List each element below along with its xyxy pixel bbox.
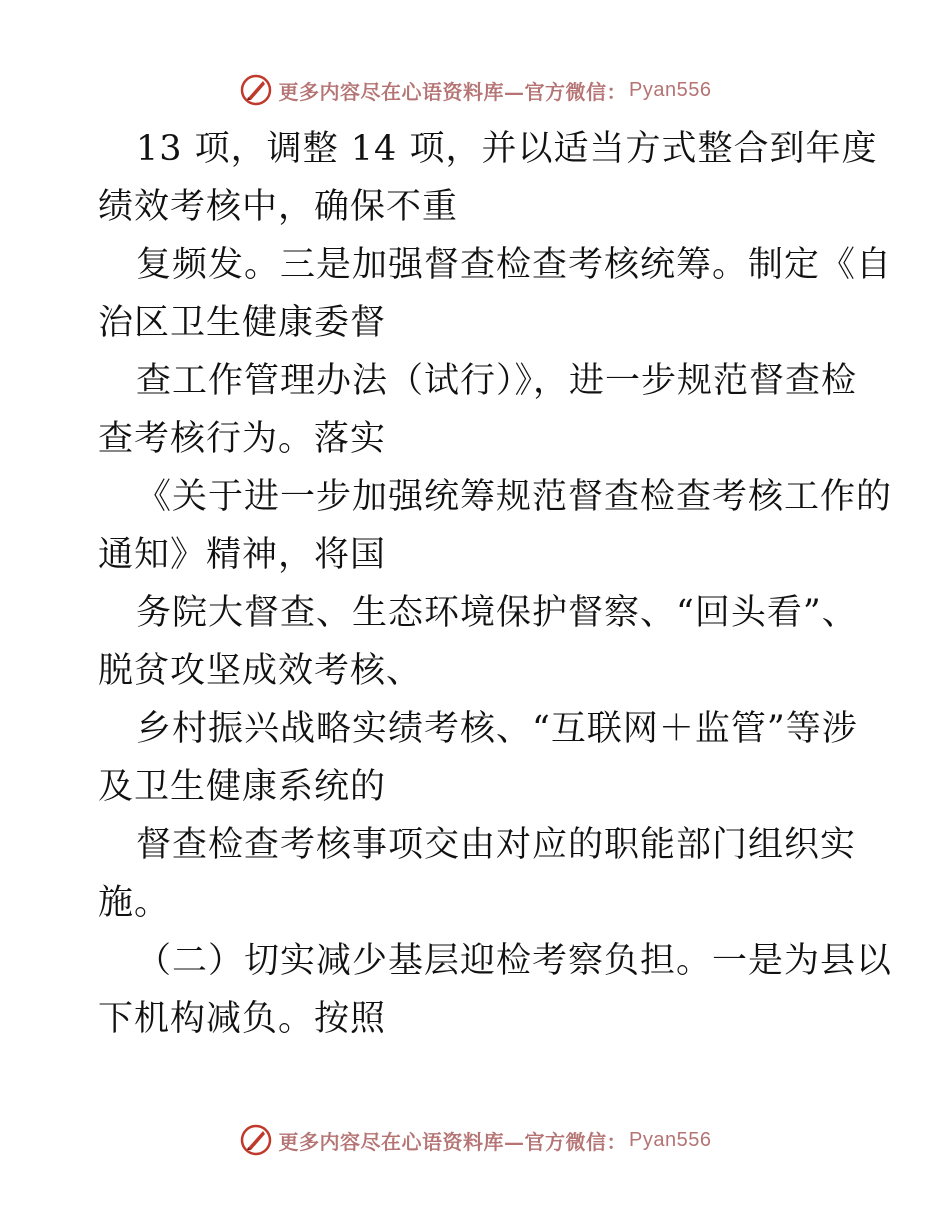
text-line: 查考核行为。落实: [98, 419, 387, 459]
watermark-wechat-id: Pyan556: [629, 1128, 712, 1151]
header-watermark: [0, 68, 950, 112]
text-line: 乡村振兴战略实绩考核、“互联网＋监管”等涉: [136, 709, 858, 749]
watermark-wechat-id: Pyan556: [629, 78, 712, 101]
text-line: 13 项，调整 14 项，并以适当方式整合到年度: [136, 129, 878, 169]
quill-logo-icon: [239, 73, 273, 107]
text-line: 督查检查考核事项交由对应的职能部门组织实: [136, 825, 857, 865]
text-line: 通知》精神，将国: [98, 535, 387, 575]
text-line: 脱贫攻坚成效考核、: [98, 651, 423, 691]
text-line: 《关于进一步加强统筹规范督查检查考核工作的: [136, 477, 893, 517]
text-line: 施。: [98, 883, 171, 923]
watermark-text: 更多内容尽在心语资料库—官方微信：: [278, 79, 628, 104]
text-line: （二）切实减少基层迎检考察负担。一是为县以: [136, 941, 893, 981]
text-line: 复频发。三是加强督查检查考核统筹。制定《自: [136, 245, 893, 285]
watermark-text: 更多内容尽在心语资料库—官方微信：: [278, 1129, 628, 1154]
text-line: 查工作管理办法（试行）》，进一步规范督查检: [136, 361, 858, 401]
text-line: 务院大督查、生态环境保护督察、“回头看”、: [136, 593, 858, 633]
text-line: 治区卫生健康委督: [98, 303, 387, 343]
text-line: 下机构减负。按照: [98, 999, 387, 1039]
text-line: 及卫生健康系统的: [98, 767, 387, 807]
text-line: 绩效考核中，确保不重: [98, 187, 459, 227]
document-body: [98, 120, 893, 1048]
footer-watermark: [0, 1118, 950, 1162]
quill-logo-icon: [239, 1123, 273, 1157]
